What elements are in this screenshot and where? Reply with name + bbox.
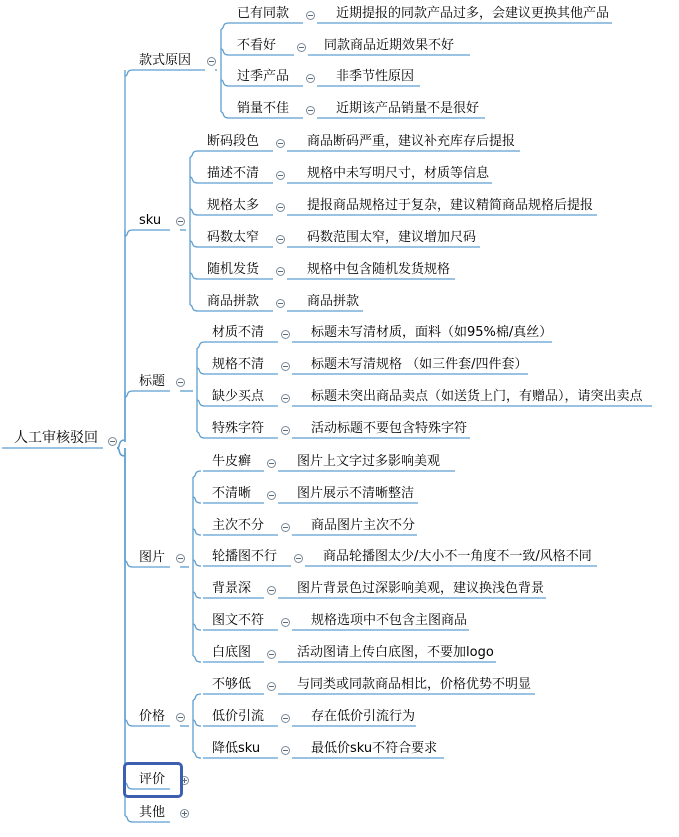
collapse-minus-icon[interactable]	[267, 682, 276, 691]
leaf-note[interactable]: 规格选项中不包含主图商品	[311, 613, 468, 628]
branch-curve	[125, 391, 133, 397]
collapse-minus-icon[interactable]	[176, 217, 185, 226]
leaf-curve	[193, 471, 201, 477]
collapse-minus-icon[interactable]	[176, 554, 185, 563]
leaf-note[interactable]: 标题未写清材质，面料（如95%棉/真丝）	[311, 325, 553, 340]
leaf-curve	[190, 177, 198, 183]
leaf-note[interactable]: 存在低价引流行为	[311, 709, 416, 724]
leaf-note[interactable]: 最低价sku不符合要求	[311, 741, 438, 756]
leaf-curve	[197, 400, 205, 406]
collapse-minus-icon[interactable]	[276, 267, 285, 276]
leaf-curve	[193, 656, 201, 662]
collapse-minus-icon[interactable]	[276, 235, 285, 244]
leaf-note[interactable]: 近期提报的同款产品过多，会建议更换其他产品	[336, 6, 610, 21]
leaf-label[interactable]: 背景深	[212, 581, 252, 596]
leaf-note[interactable]: 活动图请上传白底图，不要加logo	[297, 645, 494, 660]
leaf-label[interactable]: 规格太多	[207, 198, 260, 213]
leaf-note[interactable]: 规格中包含随机发货规格	[307, 262, 451, 277]
leaf-label[interactable]: 断码段色	[207, 134, 260, 149]
leaf-note[interactable]: 图片上文字过多影响美观	[297, 454, 441, 469]
branch-curve	[125, 561, 133, 567]
leaf-curve	[190, 209, 198, 215]
leaf-label[interactable]: 缺少买点	[212, 389, 265, 404]
leaf-curve	[193, 752, 201, 758]
leaf-curve	[193, 560, 201, 566]
leaf-note[interactable]: 商品图片主次不分	[311, 518, 416, 533]
leaf-curve	[221, 80, 229, 86]
leaf-label[interactable]: 已有同款	[237, 6, 290, 21]
leaf-curve	[193, 694, 201, 700]
leaf-note[interactable]: 标题未突出商品卖点（如送货上门，有赠品），请突出卖点	[311, 389, 643, 404]
leaf-note[interactable]: 非季节性原因	[336, 69, 415, 84]
collapse-minus-icon[interactable]	[281, 394, 290, 403]
leaf-label[interactable]: 过季产品	[237, 69, 290, 84]
leaf-label[interactable]: 描述不清	[207, 166, 260, 181]
leaf-label[interactable]: 低价引流	[212, 709, 265, 724]
leaf-curve	[197, 432, 205, 438]
leaf-label[interactable]: 材质不清	[212, 325, 265, 340]
collapse-minus-icon[interactable]	[281, 523, 290, 532]
leaf-label[interactable]: 牛皮癣	[212, 454, 252, 469]
leaf-label[interactable]: 销量不佳	[237, 101, 290, 116]
leaf-note[interactable]: 同款商品近期效果不好	[324, 38, 455, 53]
collapse-minus-icon[interactable]	[276, 139, 285, 148]
leaf-note[interactable]: 码数范围太窄，建议增加尺码	[307, 230, 477, 245]
collapse-minus-icon[interactable]	[267, 586, 276, 595]
collapse-minus-icon[interactable]	[267, 459, 276, 468]
root-curve	[117, 440, 125, 448]
branch-label-6[interactable]: 评价	[139, 772, 166, 787]
collapse-minus-icon[interactable]	[276, 171, 285, 180]
branch-curve	[125, 720, 133, 726]
leaf-curve	[221, 23, 229, 29]
collapse-minus-icon[interactable]	[281, 330, 290, 339]
leaf-note[interactable]: 规格中未写明尺寸，材质等信息	[307, 166, 490, 181]
branch-curve	[125, 70, 133, 76]
leaf-curve	[221, 49, 229, 55]
leaf-label[interactable]: 图文不符	[212, 613, 265, 628]
leaf-note[interactable]: 与同类或同款商品相比，价格优势不明显	[297, 677, 532, 692]
branch-curve	[125, 230, 133, 236]
branch-label-5[interactable]: 价格	[139, 709, 166, 724]
collapse-minus-icon[interactable]	[207, 57, 216, 66]
selected-node-highlight	[123, 762, 183, 798]
leaf-curve	[193, 720, 201, 726]
leaf-curve	[197, 342, 205, 348]
leaf-label[interactable]: 轮播图不行	[212, 549, 278, 564]
leaf-curve	[190, 273, 198, 279]
leaf-curve	[193, 529, 201, 535]
collapse-minus-icon[interactable]	[176, 713, 185, 722]
leaf-curve	[197, 368, 205, 374]
leaf-note[interactable]: 图片背景色过深影响美观，建议换浅色背景	[297, 581, 545, 596]
collapse-minus-icon[interactable]	[306, 11, 315, 20]
leaf-curve	[221, 112, 229, 118]
leaf-note[interactable]: 图片展示不清晰整洁	[297, 486, 415, 501]
leaf-label[interactable]: 主次不分	[212, 518, 265, 533]
collapse-minus-icon[interactable]	[267, 491, 276, 500]
leaf-label[interactable]: 特殊字符	[212, 421, 265, 436]
collapse-minus-icon[interactable]	[267, 650, 276, 659]
branch-label-2[interactable]: sku	[139, 213, 162, 228]
leaf-curve	[190, 151, 198, 157]
leaf-curve	[193, 624, 201, 630]
collapse-minus-icon[interactable]	[281, 426, 290, 435]
branch-label-3[interactable]: 标题	[139, 374, 166, 389]
leaf-curve	[190, 241, 198, 247]
leaf-label[interactable]: 白底图	[212, 645, 252, 660]
leaf-note[interactable]: 标题未写清规格 （如三件套/四件套）	[311, 357, 528, 372]
collapse-minus-icon[interactable]	[281, 618, 290, 627]
leaf-label[interactable]: 码数太窄	[207, 230, 260, 245]
leaf-label[interactable]: 商品拼款	[207, 294, 260, 309]
root-collapse-toggle-icon[interactable]	[108, 437, 117, 446]
collapse-minus-icon[interactable]	[281, 362, 290, 371]
leaf-curve	[190, 305, 198, 311]
leaf-note[interactable]: 商品轮播图太少/大小不一角度不一致/风格不同	[323, 549, 592, 564]
collapse-minus-icon[interactable]	[176, 378, 185, 387]
collapse-minus-icon[interactable]	[281, 746, 290, 755]
leaf-label[interactable]: 降低sku	[212, 741, 261, 756]
leaf-curve	[193, 497, 201, 503]
root-node-label[interactable]: 人工审核驳回	[14, 430, 98, 446]
collapse-minus-icon[interactable]	[306, 74, 315, 83]
leaf-note[interactable]: 近期该产品销量不是很好	[336, 101, 480, 116]
leaf-note[interactable]: 提报商品规格过于复杂，建议精简商品规格后提报	[307, 198, 594, 213]
leaf-curve	[193, 592, 201, 598]
expand-plus-icon[interactable]	[180, 809, 189, 818]
collapse-minus-icon[interactable]	[306, 106, 315, 115]
root-curve	[117, 448, 125, 456]
leaf-note[interactable]: 活动标题不要包含特殊字符	[311, 421, 468, 436]
leaf-label[interactable]: 不看好	[237, 38, 277, 53]
collapse-minus-icon[interactable]	[294, 554, 303, 563]
branch-label-1[interactable]: 款式原因	[139, 53, 192, 68]
collapse-minus-icon[interactable]	[276, 203, 285, 212]
collapse-minus-icon[interactable]	[276, 299, 285, 308]
branch-label-7[interactable]: 其他	[139, 805, 166, 820]
leaf-note[interactable]: 商品拼款	[307, 294, 360, 309]
leaf-note[interactable]: 商品断码严重，建议补充库存后提报	[307, 134, 516, 149]
leaf-label[interactable]: 随机发货	[207, 262, 260, 277]
leaf-label[interactable]: 不够低	[212, 677, 252, 692]
collapse-minus-icon[interactable]	[281, 714, 290, 723]
branch-label-4[interactable]: 图片	[139, 550, 166, 565]
leaf-label[interactable]: 规格不清	[212, 357, 265, 372]
branch-curve	[125, 816, 133, 822]
leaf-label[interactable]: 不清晰	[212, 486, 252, 501]
collapse-minus-icon[interactable]	[297, 43, 306, 52]
